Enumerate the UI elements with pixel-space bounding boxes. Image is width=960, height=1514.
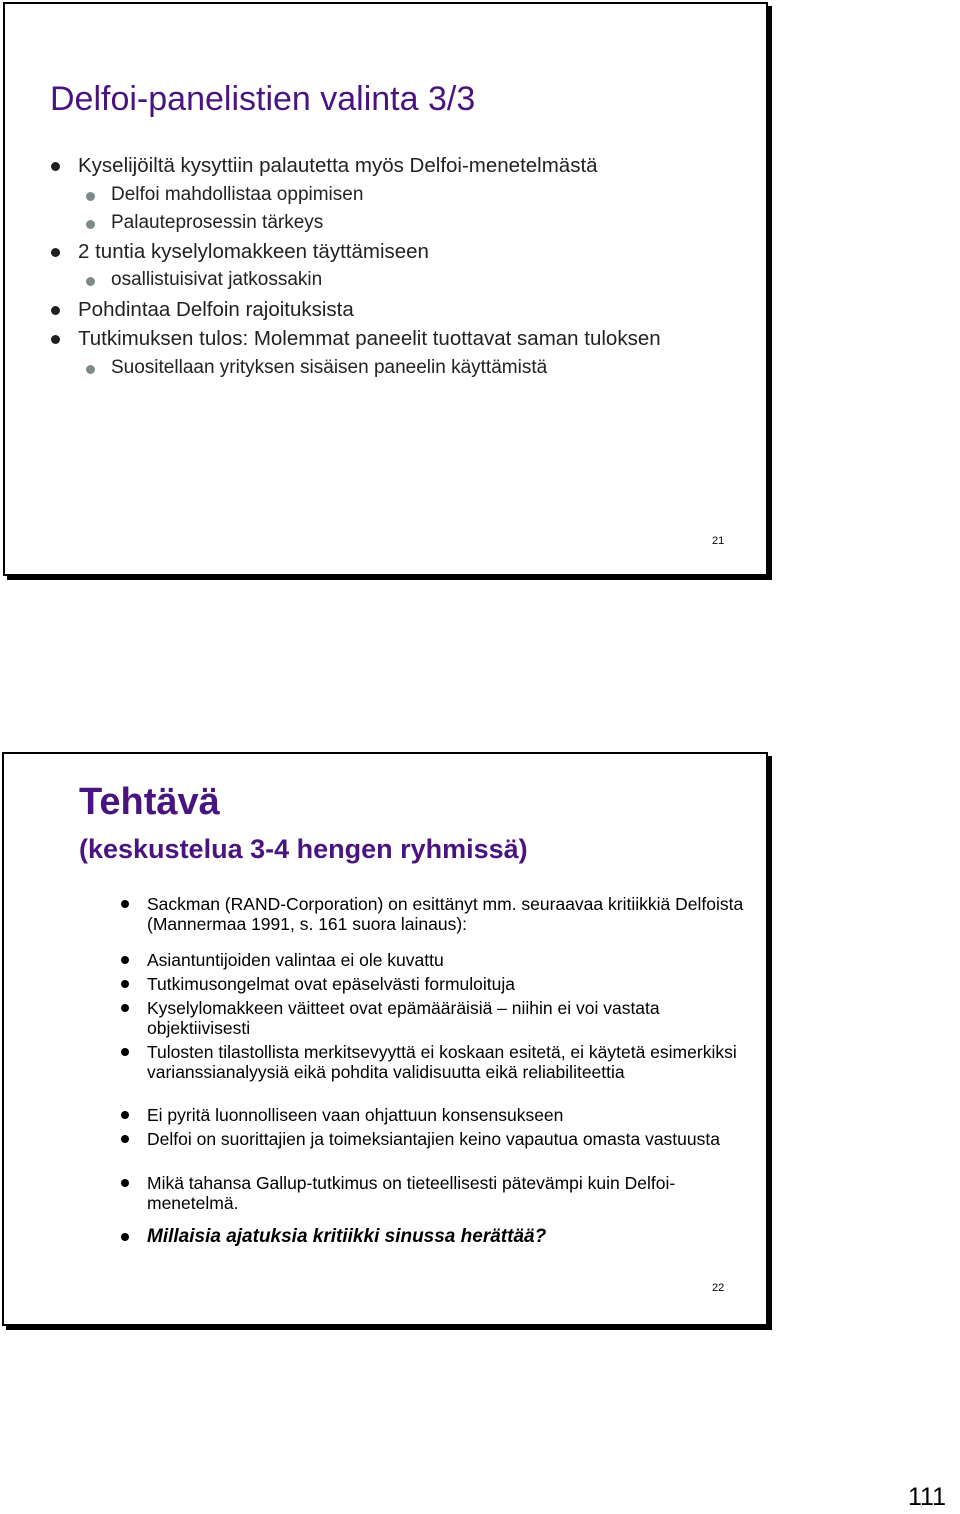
bullet-item (147, 998, 759, 1038)
bullet-item (147, 1042, 759, 1082)
bullet-text: Mikä tahansa Gallup-tutkimus on tieteellisesti pätevämpi kuin Delfoi-menetelmä. (147, 1173, 676, 1213)
bullet-text: Asiantuntijoiden valintaa ei ole kuvattu (147, 950, 444, 970)
sub-bullet-item (111, 357, 547, 379)
bullet-item (78, 327, 661, 351)
page-number: 111 (908, 1483, 947, 1511)
bullet-text: Tutkimuksen tulos: Molemmat paneelit tuottavat saman tuloksen (78, 327, 661, 350)
bullet-text: Suositellaan yrityksen sisäisen paneelin käyttämistä (111, 357, 548, 378)
bullet-item (147, 950, 759, 970)
bullet-dot-icon (121, 1004, 129, 1012)
slide-number: 21 (712, 535, 725, 547)
slide-number: 22 (712, 1282, 725, 1294)
bullet-dot-icon (121, 956, 129, 964)
bullet-text: Sackman (RAND-Corporation) on esittänyt mm. seuraavaa kritiikkiä Delfoista (Mannermaa 1991, s. 161 suora lainaus): (147, 894, 744, 934)
bullet-item (147, 894, 759, 934)
bullet-dot-icon (51, 335, 60, 344)
bullet-item (78, 240, 429, 264)
sub-bullet-item (111, 269, 322, 291)
bullet-dot-icon (86, 220, 95, 229)
sub-bullet-item (111, 184, 363, 206)
slide-title: Delfoi-panelistien valinta 3/3 (50, 80, 476, 118)
bullet-item (78, 154, 598, 178)
slide-title: Tehtävä (79, 781, 220, 823)
bullet-dot-icon (121, 1233, 129, 1241)
bullet-text: Delfoi mahdollistaa oppimisen (111, 184, 364, 205)
bullet-text: Kyselylomakkeen väitteet ovat epämääräisiä – niihin ei voi vastata objektiivisesti (147, 998, 660, 1038)
bullet-item (78, 298, 354, 322)
bullet-text: Pohdintaa Delfoin rajoituksista (78, 298, 354, 321)
bullet-text: Tutkimusongelmat ovat epäselvästi formuloituja (147, 974, 515, 994)
slide-subtitle: (keskustelua 3-4 hengen ryhmissä) (79, 834, 528, 864)
bullet-dot-icon (86, 365, 95, 374)
bullet-text: osallistuisivat jatkossakin (111, 269, 323, 290)
bullet-dot-icon (121, 1111, 129, 1119)
bullet-dot-icon (51, 306, 60, 315)
bullet-dot-icon (121, 1048, 129, 1056)
bullet-dot-icon (51, 248, 60, 257)
slide-21 (3, 2, 768, 576)
question-item (147, 1227, 759, 1247)
bullet-text: Tulosten tilastollista merkitsevyyttä ei koskaan esitetä, ei käytetä esimerkiksi varianssianalyysiä eikä pohdita validisuutta eikä reliabiliteettia (147, 1042, 737, 1082)
bullet-text: Kyselijöiltä kysyttiin palautetta myös Delfoi-menetelmästä (78, 154, 598, 177)
bullet-text: Ei pyritä luonnolliseen vaan ohjattuun konsensukseen (147, 1105, 564, 1125)
bullet-dot-icon (51, 162, 60, 171)
bullet-text: Millaisia ajatuksia kritiikki sinussa herättää? (147, 1226, 547, 1247)
sub-bullet-item (111, 212, 323, 234)
slide-22 (2, 752, 768, 1326)
bullet-dot-icon (121, 900, 129, 908)
bullet-dot-icon (121, 980, 129, 988)
bullet-item (147, 1173, 759, 1213)
bullet-dot-icon (121, 1135, 129, 1143)
bullet-text: Palauteprosessin tärkeys (111, 212, 324, 233)
bullet-dot-icon (121, 1179, 129, 1187)
bullet-item (147, 974, 759, 994)
bullet-item (147, 1129, 759, 1149)
bullet-dot-icon (86, 277, 95, 286)
bullet-text: Delfoi on suorittajien ja toimeksiantajien keino vapautua omasta vastuusta (147, 1129, 720, 1149)
bullet-item (147, 1105, 759, 1125)
bullet-text: 2 tuntia kyselylomakkeen täyttämiseen (78, 240, 429, 263)
bullet-dot-icon (86, 192, 95, 201)
